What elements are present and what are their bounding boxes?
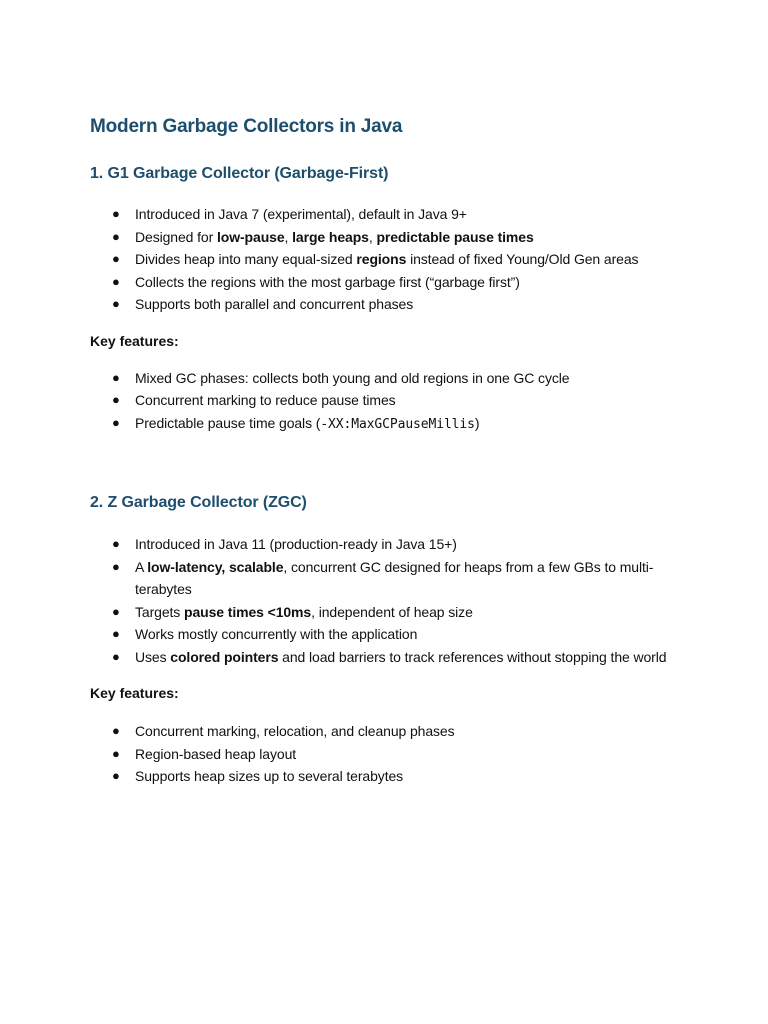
section-heading-g1: 1. G1 Garbage Collector (Garbage-First): [90, 165, 389, 182]
bullet-icon: ●: [112, 251, 120, 266]
bullet-icon: ●: [112, 414, 120, 430]
list-item: ● Supports both parallel and concurrent phases: [90, 293, 690, 316]
list-item: ● Concurrent marking, relocation, and cleanup phases: [90, 720, 690, 743]
bullet-icon: ●: [112, 648, 120, 664]
bullet-icon: ●: [112, 273, 120, 289]
key-features-label-zgc: Key features:: [90, 685, 179, 701]
bullet-icon: ●: [112, 558, 120, 574]
list-item: ● Concurrent marking to reduce pause times: [90, 389, 690, 412]
key-features-label-g1: Key features:: [90, 332, 179, 349]
list-item: ● Region-based heap layout: [90, 743, 690, 766]
list-item: ● Collects the regions with the most garbage first (“garbage first”): [90, 271, 690, 294]
bullet-icon: ●: [112, 206, 120, 221]
list-item: ● Introduced in Java 11 (production-ready in Java 15+): [90, 533, 690, 556]
g1-bullet-list: [90, 203, 690, 316]
list-item: ● A low-latency, scalable, concurrent GC designed for heaps from a few GBs to multi-terabytes: [90, 556, 690, 601]
g1-features-list: [90, 367, 690, 437]
bullet-icon: ●: [112, 369, 120, 385]
bullet-icon: ●: [112, 723, 120, 738]
section-heading-zgc: 2. Z Garbage Collector (ZGC): [90, 494, 307, 511]
list-item: ● Targets pause times <10ms, independent of heap size: [90, 601, 690, 624]
bullet-icon: ●: [112, 392, 120, 407]
list-item: ● Works mostly concurrently with the application: [90, 623, 690, 646]
bullet-icon: ●: [112, 745, 120, 761]
list-item: ● Uses colored pointers and load barriers to track references without stopping the world: [90, 646, 690, 669]
zgc-bullet-list: [90, 533, 690, 668]
document-title: Modern Garbage Collectors in Java: [90, 116, 403, 137]
bullet-icon: ●: [112, 603, 120, 619]
list-item: ● Mixed GC phases: collects both young and old regions in one GC cycle: [90, 367, 690, 390]
document-page: [90, 112, 690, 788]
bullet-icon: ●: [112, 228, 120, 244]
list-item: ● Predictable pause time goals (-XX:MaxGCPauseMillis): [90, 412, 690, 437]
list-item: ● Designed for low-pause, large heaps, predictable pause times: [90, 226, 690, 249]
bullet-icon: ●: [112, 296, 120, 311]
bullet-icon: ●: [112, 536, 120, 551]
list-item: ● Introduced in Java 7 (experimental), default in Java 9+: [90, 203, 690, 226]
zgc-features-list: [90, 720, 690, 788]
bullet-icon: ●: [112, 768, 120, 783]
list-item: ● Divides heap into many equal-sized regions instead of fixed Young/Old Gen areas: [90, 248, 690, 271]
bullet-icon: ●: [112, 626, 120, 641]
list-item: ● Supports heap sizes up to several terabytes: [90, 765, 690, 788]
